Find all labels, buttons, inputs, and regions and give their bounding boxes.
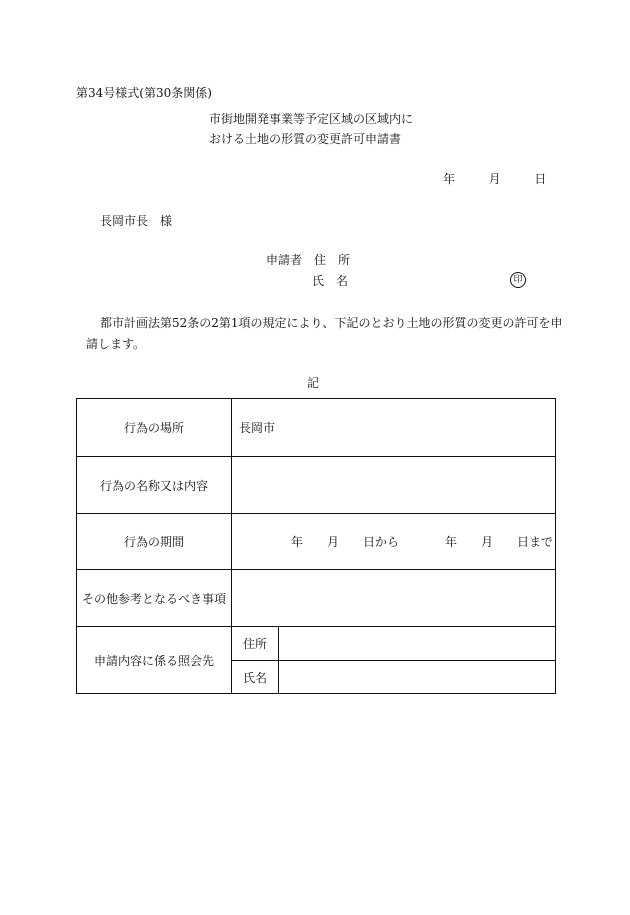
addressee: 長岡市長 様 [100, 214, 173, 228]
contact-name-label: 氏名 [232, 661, 279, 693]
period-start-day: 日から [363, 535, 400, 549]
period-end-year: 年 [445, 535, 458, 549]
table-row-content [77, 457, 555, 514]
contact-label: 申請内容に係る照会先 [77, 627, 232, 693]
content-value[interactable] [232, 457, 555, 513]
table-row-other [77, 570, 555, 627]
date-line [443, 173, 546, 185]
place-value[interactable]: 長岡市 [239, 421, 276, 435]
contact-address-value[interactable] [279, 627, 555, 660]
period-end-day: 日まで [517, 535, 554, 549]
date-day: 日 [534, 172, 547, 186]
table-row-period [77, 514, 555, 570]
document-title-line1: 市街地開発事業等予定区域の区域内に [209, 112, 414, 126]
form-table [76, 398, 556, 694]
period-label: 行為の期間 [77, 514, 232, 569]
applicant-name-label: 氏 名 [312, 274, 349, 288]
contact-name-row [232, 661, 555, 693]
contact-address-row [232, 627, 555, 661]
document-title-line2: おける土地の形質の変更許可申請書 [209, 132, 402, 146]
contact-address-label: 住所 [232, 627, 279, 660]
seal-icon: 印 [510, 272, 526, 288]
table-row-place [77, 399, 555, 457]
contact-name-value[interactable] [279, 661, 555, 693]
period-start-year: 年 [291, 535, 304, 549]
other-value[interactable] [232, 570, 555, 626]
period-start-month: 月 [327, 535, 340, 549]
date-month: 月 [488, 172, 501, 186]
applicant-address-label: 申請者 住 所 [266, 253, 351, 267]
period-value[interactable] [232, 514, 555, 569]
other-label: その他参考となるべき事項 [77, 570, 232, 626]
ki-heading: 記 [307, 376, 320, 390]
date-year: 年 [443, 172, 456, 186]
place-label: 行為の場所 [77, 399, 232, 456]
body-text-line1: 都市計画法第52条の2第1項の規定により、下記のとおり土地の形質の変更の許可を申 [100, 316, 563, 330]
content-label: 行為の名称又は内容 [77, 457, 232, 513]
period-end-month: 月 [481, 535, 494, 549]
table-row-contact [77, 627, 555, 693]
body-text-line2: 請します。 [86, 337, 146, 351]
form-number: 第34号様式(第30条関係) [76, 86, 212, 100]
